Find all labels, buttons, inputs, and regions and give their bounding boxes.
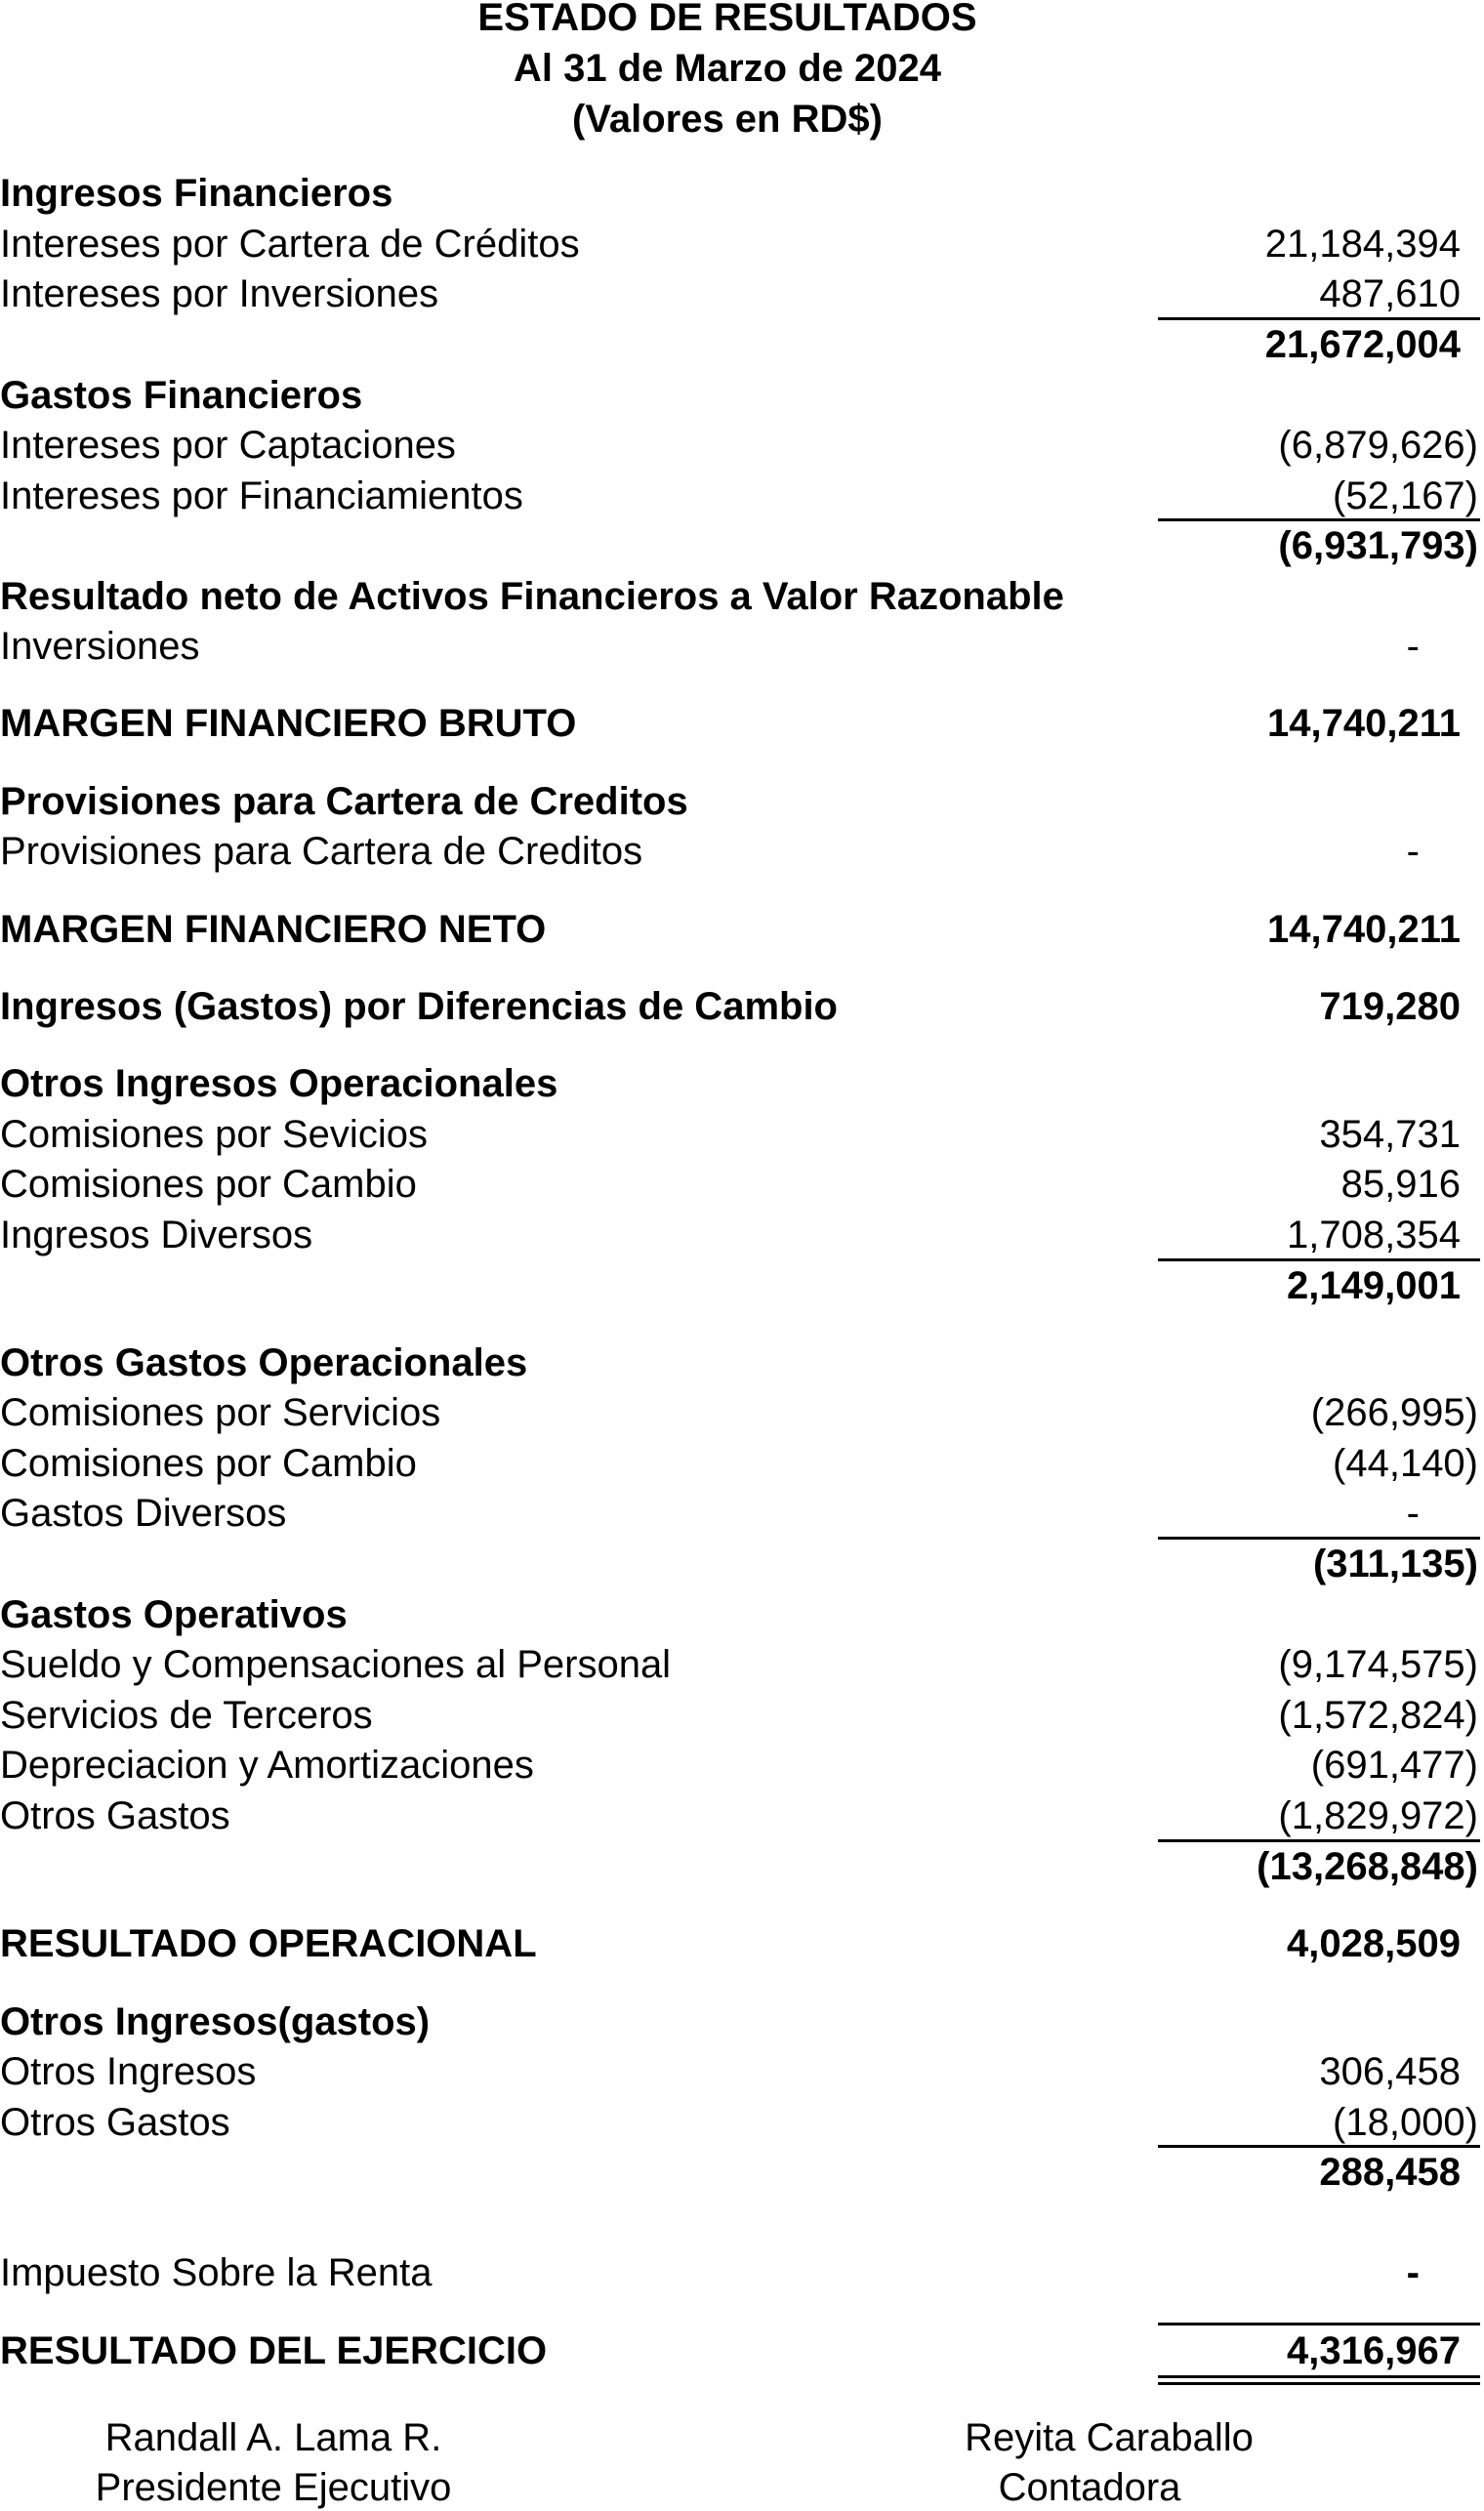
section-heading-label: Gastos Operativos (0, 1593, 348, 1636)
signatory-title-accountant: Contadora (998, 2466, 1181, 2509)
signatory-title-president: Presidente Ejecutivo (95, 2466, 452, 2509)
line-item (0, 1107, 1484, 1158)
subtotal-row (0, 518, 1484, 569)
signatory-name-president: Randall A. Lama R. (104, 2416, 442, 2459)
section-heading-label: Provisiones para Cartera de Creditos (0, 780, 688, 823)
resultado-ejercicio-label: RESULTADO DEL EJERCICIO (0, 2329, 548, 2372)
line-item-value: (18,000) (1333, 2101, 1478, 2144)
line-item-label: Ingresos Diversos (0, 1214, 313, 1256)
line-item-label: Otros Gastos (0, 1794, 230, 1837)
line-item-label: Intereses por Financiamientos (0, 474, 523, 517)
subtotal-row (0, 1537, 1484, 1587)
line-item (0, 267, 1484, 317)
line-item (0, 1157, 1484, 1208)
line-item-label: Servicios de Terceros (0, 1694, 373, 1737)
subtotal-value: 21,672,004 (1264, 323, 1461, 366)
line-item-label: Comisiones por Servicios (0, 1391, 441, 1434)
line-item-label: Sueldo y Compensaciones al Personal (0, 1643, 672, 1686)
section-heading-ingresos-financieros (0, 166, 1484, 217)
line-item (0, 217, 1484, 268)
line-item-value: 487,610 (1319, 272, 1461, 315)
line-item-label: Intereses por Inversiones (0, 272, 439, 315)
resultado-ejercicio-row (0, 2324, 1484, 2374)
line-item-value: 21,184,394 (1264, 223, 1461, 266)
margen-bruto-label: MARGEN FINANCIERO BRUTO (0, 702, 577, 745)
statement-title: ESTADO DE RESULTADOS (477, 0, 977, 39)
line-item-value: 306,458 (1319, 2050, 1461, 2093)
line-item (0, 2044, 1484, 2095)
diferencias-cambio-label: Ingresos (Gastos) por Diferencias de Cambio (0, 985, 838, 1028)
line-item-value: 1,708,354 (1287, 1214, 1461, 1256)
line-item (0, 418, 1484, 469)
impuesto-row (0, 2245, 1484, 2296)
signatory-name-accountant: Reyita Caraballo (965, 2416, 1254, 2459)
line-item-label: Comisiones por Cambio (0, 1163, 417, 1206)
line-item (0, 1688, 1484, 1739)
impuesto-value: - (1406, 2251, 1420, 2294)
line-item (0, 824, 1484, 875)
margen-financiero-neto-row (0, 902, 1484, 953)
impuesto-label: Impuesto Sobre la Renta (0, 2251, 433, 2294)
section-heading-label: Otros Ingresos(gastos) (0, 2000, 431, 2043)
line-item (0, 1738, 1484, 1789)
margen-neto-value: 14,740,211 (1267, 908, 1461, 951)
line-item (0, 1208, 1484, 1258)
line-item (0, 2095, 1484, 2146)
subtotal-row (0, 2145, 1484, 2196)
line-item-label: Gastos Diversos (0, 1492, 287, 1535)
subtotal-value: (311,135) (1312, 1543, 1478, 1585)
line-item-label: Otros Ingresos (0, 2050, 257, 2093)
total-double-rule-2 (1158, 2382, 1480, 2385)
line-item-label: Provisiones para Cartera de Creditos (0, 830, 643, 873)
subtotal-value: 2,149,001 (1287, 1264, 1461, 1307)
margen-bruto-value: 14,740,211 (1267, 702, 1461, 745)
line-item-value: (6,879,626) (1278, 424, 1478, 467)
line-item-value: (266,995) (1310, 1391, 1478, 1434)
line-item (0, 469, 1484, 519)
line-item-label: Comisiones por Sevicios (0, 1113, 428, 1156)
section-heading-label: Ingresos Financieros (0, 172, 393, 215)
resultado-operacional-row (0, 1916, 1484, 1967)
section-heading-label: Otros Ingresos Operacionales (0, 1062, 558, 1105)
statement-date: Al 31 de Marzo de 2024 (514, 47, 941, 90)
margen-financiero-bruto-row (0, 696, 1484, 747)
diferencias-cambio-value: 719,280 (1319, 985, 1461, 1028)
section-heading-resultado-neto-activos (0, 569, 1484, 620)
line-item-value: (1,829,972) (1278, 1794, 1478, 1837)
line-item-value: (52,167) (1333, 474, 1478, 517)
line-item-label: Comisiones por Cambio (0, 1442, 417, 1485)
line-item-value: (9,174,575) (1278, 1643, 1478, 1686)
line-item-value: 354,731 (1319, 1113, 1461, 1156)
resultado-operacional-label: RESULTADO OPERACIONAL (0, 1922, 537, 1965)
section-heading-otros-gastos-operacionales (0, 1336, 1484, 1386)
section-heading-otros-ingresos-gastos (0, 1995, 1484, 2045)
section-heading-provisiones (0, 774, 1484, 825)
total-double-rule-1 (1158, 2375, 1480, 2378)
line-item (0, 1789, 1484, 1839)
line-item-value: 85,916 (1340, 1163, 1461, 1206)
line-item-value: - (1406, 625, 1420, 668)
section-heading-gastos-operativos (0, 1587, 1484, 1638)
resultado-operacional-value: 4,028,509 (1287, 1922, 1461, 1965)
line-item-value: - (1406, 830, 1420, 873)
line-item-label: Intereses por Captaciones (0, 424, 456, 467)
line-item (0, 1385, 1484, 1436)
subtotal-value: 288,458 (1319, 2151, 1461, 2194)
section-heading-otros-ingresos-operacionales (0, 1056, 1484, 1107)
line-item-label: Depreciacion y Amortizaciones (0, 1744, 534, 1787)
subtotal-row (0, 1258, 1484, 1309)
section-heading-label: Resultado neto de Activos Financieros a Valor Razonable (0, 575, 1064, 618)
line-item-value: - (1406, 1492, 1420, 1535)
margen-neto-label: MARGEN FINANCIERO NETO (0, 908, 547, 951)
line-item (0, 1486, 1484, 1537)
line-item-label: Inversiones (0, 625, 200, 668)
line-item-label: Otros Gastos (0, 2101, 230, 2144)
subtotal-row (0, 1839, 1484, 1890)
section-heading-label: Gastos Financieros (0, 374, 363, 417)
currency-note: (Valores en RD$) (572, 98, 883, 141)
line-item-value: (44,140) (1333, 1442, 1478, 1485)
diferencias-cambio-row (0, 979, 1484, 1030)
section-heading-label: Otros Gastos Operacionales (0, 1341, 528, 1384)
line-item (0, 619, 1484, 670)
line-item (0, 1637, 1484, 1688)
line-item (0, 1436, 1484, 1487)
line-item-value: (691,477) (1310, 1744, 1478, 1787)
line-item-label: Intereses por Cartera de Créditos (0, 223, 580, 266)
subtotal-value: (13,268,848) (1257, 1845, 1478, 1888)
subtotal-value: (6,931,793) (1278, 524, 1478, 567)
subtotal-row (0, 317, 1484, 368)
section-heading-gastos-financieros (0, 368, 1484, 419)
resultado-ejercicio-value: 4,316,967 (1287, 2329, 1461, 2372)
line-item-value: (1,572,824) (1278, 1694, 1478, 1737)
